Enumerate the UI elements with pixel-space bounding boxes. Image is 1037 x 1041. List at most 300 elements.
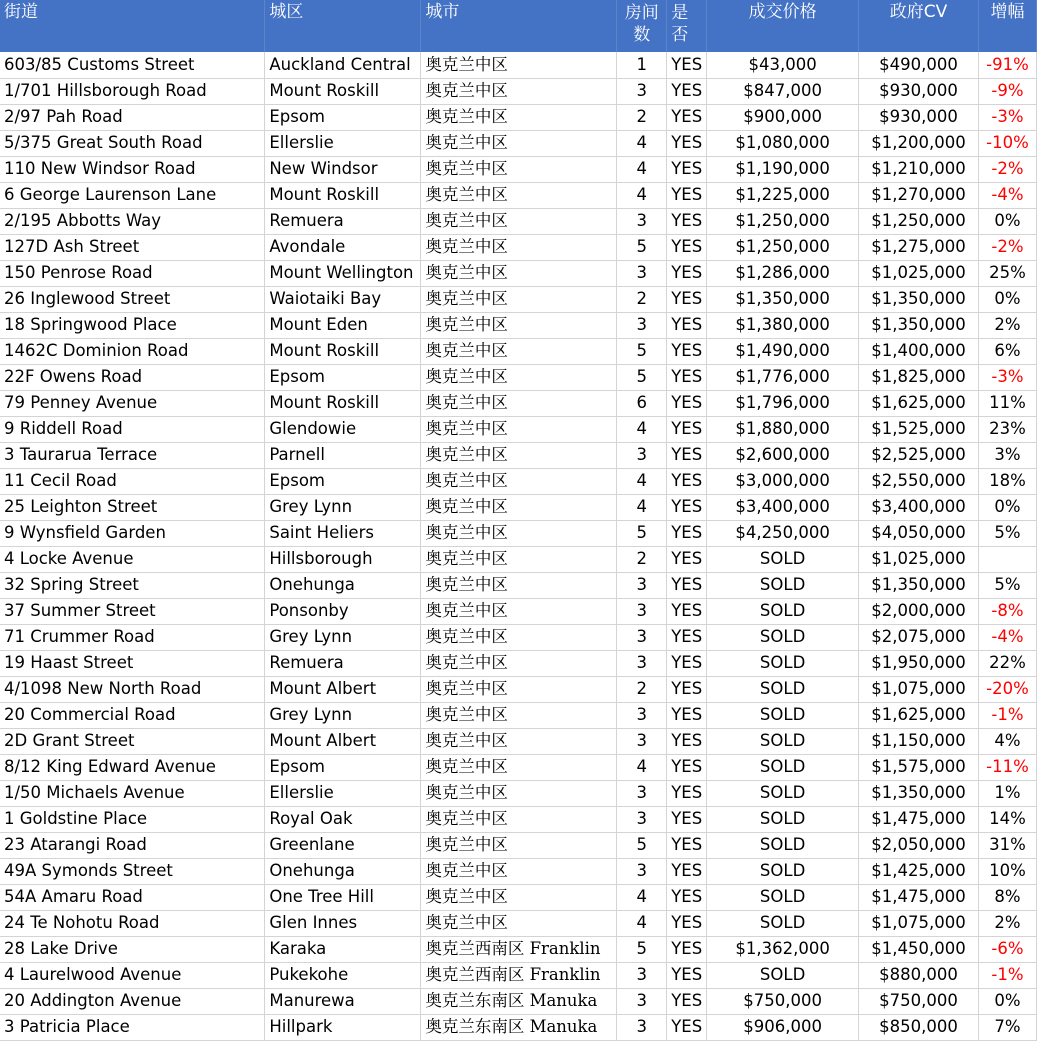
cell-price[interactable]: $3,400,000 [707, 494, 859, 520]
cell-suburb[interactable]: Epsom [265, 104, 421, 130]
cell-city[interactable]: 奥克兰中区 [421, 676, 617, 702]
cell-cv[interactable]: $930,000 [859, 104, 979, 130]
cell-cv[interactable]: $750,000 [859, 988, 979, 1014]
cell-change[interactable]: 22% [978, 650, 1036, 676]
cell-cv[interactable]: $880,000 [859, 962, 979, 988]
cell-change[interactable]: -1% [978, 702, 1036, 728]
cell-cv[interactable]: $1,475,000 [859, 806, 979, 832]
cell-price[interactable]: $906,000 [707, 1014, 859, 1040]
cell-city[interactable]: 奥克兰中区 [421, 182, 617, 208]
cell-city[interactable]: 奥克兰中区 [421, 494, 617, 520]
cell-flag[interactable]: YES [667, 572, 707, 598]
cell-street[interactable]: 25 Leighton Street [0, 494, 265, 520]
cell-street[interactable]: 79 Penney Avenue [0, 390, 265, 416]
cell-suburb[interactable]: Manurewa [265, 988, 421, 1014]
cell-cv[interactable]: $490,000 [859, 52, 979, 78]
cell-suburb[interactable]: Epsom [265, 468, 421, 494]
cell-rooms[interactable]: 5 [617, 234, 667, 260]
cell-cv[interactable]: $1,950,000 [859, 650, 979, 676]
cell-suburb[interactable]: Grey Lynn [265, 624, 421, 650]
cell-city[interactable]: 奥克兰中区 [421, 312, 617, 338]
cell-flag[interactable]: YES [667, 624, 707, 650]
header-price[interactable]: 成交价格 [707, 0, 859, 52]
cell-rooms[interactable]: 3 [617, 806, 667, 832]
cell-suburb[interactable]: Greenlane [265, 832, 421, 858]
cell-rooms[interactable]: 3 [617, 442, 667, 468]
cell-change[interactable]: 0% [978, 208, 1036, 234]
cell-street[interactable]: 23 Atarangi Road [0, 832, 265, 858]
cell-suburb[interactable]: Pukekohe [265, 962, 421, 988]
cell-street[interactable]: 1462C Dominion Road [0, 338, 265, 364]
cell-price[interactable]: $2,600,000 [707, 442, 859, 468]
cell-street[interactable]: 2D Grant Street [0, 728, 265, 754]
cell-suburb[interactable]: One Tree Hill [265, 884, 421, 910]
cell-price[interactable]: SOLD [707, 598, 859, 624]
cell-street[interactable]: 603/85 Customs Street [0, 52, 265, 78]
cell-flag[interactable]: YES [667, 676, 707, 702]
cell-city[interactable]: 奥克兰中区 [421, 364, 617, 390]
cell-rooms[interactable]: 6 [617, 390, 667, 416]
cell-rooms[interactable]: 4 [617, 130, 667, 156]
cell-suburb[interactable]: Mount Roskill [265, 182, 421, 208]
cell-flag[interactable]: YES [667, 130, 707, 156]
cell-street[interactable]: 4 Locke Avenue [0, 546, 265, 572]
cell-price[interactable]: SOLD [707, 806, 859, 832]
cell-street[interactable]: 1 Goldstine Place [0, 806, 265, 832]
cell-change[interactable]: 7% [978, 1014, 1036, 1040]
cell-cv[interactable]: $2,050,000 [859, 832, 979, 858]
cell-street[interactable]: 3 Taurarua Terrace [0, 442, 265, 468]
cell-flag[interactable]: YES [667, 1014, 707, 1040]
cell-city[interactable]: 奥克兰中区 [421, 442, 617, 468]
cell-suburb[interactable]: Epsom [265, 754, 421, 780]
cell-price[interactable]: SOLD [707, 624, 859, 650]
cell-change[interactable]: 2% [978, 312, 1036, 338]
cell-suburb[interactable]: Mount Albert [265, 676, 421, 702]
cell-street[interactable]: 26 Inglewood Street [0, 286, 265, 312]
cell-rooms[interactable]: 4 [617, 468, 667, 494]
cell-change[interactable]: -4% [978, 182, 1036, 208]
cell-street[interactable]: 4/1098 New North Road [0, 676, 265, 702]
cell-price[interactable]: $4,250,000 [707, 520, 859, 546]
cell-suburb[interactable]: Remuera [265, 650, 421, 676]
cell-city[interactable]: 奥克兰东南区 Manuka [421, 988, 617, 1014]
cell-price[interactable]: SOLD [707, 832, 859, 858]
cell-street[interactable]: 6 George Laurenson Lane [0, 182, 265, 208]
cell-rooms[interactable]: 1 [617, 52, 667, 78]
cell-street[interactable]: 11 Cecil Road [0, 468, 265, 494]
cell-suburb[interactable]: Remuera [265, 208, 421, 234]
cell-change[interactable] [978, 546, 1036, 572]
cell-price[interactable]: $750,000 [707, 988, 859, 1014]
cell-rooms[interactable]: 5 [617, 832, 667, 858]
cell-price[interactable]: $1,080,000 [707, 130, 859, 156]
cell-change[interactable]: -2% [978, 156, 1036, 182]
cell-cv[interactable]: $1,350,000 [859, 286, 979, 312]
cell-street[interactable]: 54A Amaru Road [0, 884, 265, 910]
cell-rooms[interactable]: 3 [617, 702, 667, 728]
cell-cv[interactable]: $1,275,000 [859, 234, 979, 260]
cell-suburb[interactable]: Karaka [265, 936, 421, 962]
cell-suburb[interactable]: Onehunga [265, 572, 421, 598]
cell-city[interactable]: 奥克兰中区 [421, 338, 617, 364]
cell-price[interactable]: $1,190,000 [707, 156, 859, 182]
cell-rooms[interactable]: 2 [617, 676, 667, 702]
cell-suburb[interactable]: Glen Innes [265, 910, 421, 936]
cell-city[interactable]: 奥克兰中区 [421, 728, 617, 754]
cell-flag[interactable]: YES [667, 910, 707, 936]
cell-change[interactable]: -20% [978, 676, 1036, 702]
cell-rooms[interactable]: 2 [617, 286, 667, 312]
cell-rooms[interactable]: 3 [617, 78, 667, 104]
cell-street[interactable]: 2/97 Pah Road [0, 104, 265, 130]
cell-flag[interactable]: YES [667, 936, 707, 962]
cell-cv[interactable]: $2,000,000 [859, 598, 979, 624]
cell-street[interactable]: 24 Te Nohotu Road [0, 910, 265, 936]
header-street[interactable]: 街道 [0, 0, 265, 52]
cell-change[interactable]: 31% [978, 832, 1036, 858]
cell-suburb[interactable]: Mount Wellington [265, 260, 421, 286]
cell-suburb[interactable]: Mount Roskill [265, 338, 421, 364]
cell-suburb[interactable]: Waiotaiki Bay [265, 286, 421, 312]
cell-change[interactable]: -3% [978, 364, 1036, 390]
cell-rooms[interactable]: 4 [617, 156, 667, 182]
cell-city[interactable]: 奥克兰中区 [421, 416, 617, 442]
cell-change[interactable]: -4% [978, 624, 1036, 650]
cell-price[interactable]: $1,350,000 [707, 286, 859, 312]
cell-suburb[interactable]: Ellerslie [265, 780, 421, 806]
cell-cv[interactable]: $2,525,000 [859, 442, 979, 468]
cell-cv[interactable]: $1,250,000 [859, 208, 979, 234]
cell-rooms[interactable]: 3 [617, 624, 667, 650]
cell-city[interactable]: 奥克兰中区 [421, 468, 617, 494]
cell-flag[interactable]: YES [667, 598, 707, 624]
cell-suburb[interactable]: Grey Lynn [265, 702, 421, 728]
cell-rooms[interactable]: 3 [617, 572, 667, 598]
cell-rooms[interactable]: 5 [617, 338, 667, 364]
cell-change[interactable]: 0% [978, 286, 1036, 312]
cell-flag[interactable]: YES [667, 520, 707, 546]
cell-price[interactable]: $1,380,000 [707, 312, 859, 338]
cell-change[interactable]: 3% [978, 442, 1036, 468]
cell-price[interactable]: $3,000,000 [707, 468, 859, 494]
cell-change[interactable]: 8% [978, 884, 1036, 910]
cell-rooms[interactable]: 4 [617, 884, 667, 910]
cell-flag[interactable]: YES [667, 182, 707, 208]
cell-price[interactable]: SOLD [707, 754, 859, 780]
cell-rooms[interactable]: 4 [617, 910, 667, 936]
cell-change[interactable]: -3% [978, 104, 1036, 130]
cell-street[interactable]: 9 Riddell Road [0, 416, 265, 442]
cell-price[interactable]: SOLD [707, 676, 859, 702]
cell-suburb[interactable]: Epsom [265, 364, 421, 390]
cell-price[interactable]: $1,250,000 [707, 234, 859, 260]
cell-city[interactable]: 奥克兰中区 [421, 832, 617, 858]
cell-city[interactable]: 奥克兰中区 [421, 624, 617, 650]
cell-city[interactable]: 奥克兰西南区 Franklin [421, 936, 617, 962]
cell-change[interactable]: 4% [978, 728, 1036, 754]
cell-city[interactable]: 奥克兰中区 [421, 780, 617, 806]
cell-flag[interactable]: YES [667, 416, 707, 442]
cell-cv[interactable]: $1,025,000 [859, 546, 979, 572]
cell-change[interactable]: -91% [978, 52, 1036, 78]
cell-price[interactable]: $1,776,000 [707, 364, 859, 390]
cell-street[interactable]: 49A Symonds Street [0, 858, 265, 884]
cell-flag[interactable]: YES [667, 104, 707, 130]
cell-cv[interactable]: $1,025,000 [859, 260, 979, 286]
cell-city[interactable]: 奥克兰中区 [421, 910, 617, 936]
cell-flag[interactable]: YES [667, 468, 707, 494]
cell-rooms[interactable]: 5 [617, 364, 667, 390]
cell-change[interactable]: -10% [978, 130, 1036, 156]
cell-city[interactable]: 奥克兰中区 [421, 650, 617, 676]
cell-rooms[interactable]: 3 [617, 598, 667, 624]
cell-cv[interactable]: $1,210,000 [859, 156, 979, 182]
cell-change[interactable]: 2% [978, 910, 1036, 936]
cell-suburb[interactable]: New Windsor [265, 156, 421, 182]
cell-change[interactable]: 23% [978, 416, 1036, 442]
cell-flag[interactable]: YES [667, 312, 707, 338]
cell-city[interactable]: 奥克兰中区 [421, 702, 617, 728]
cell-cv[interactable]: $930,000 [859, 78, 979, 104]
cell-change[interactable]: 5% [978, 572, 1036, 598]
cell-rooms[interactable]: 3 [617, 1014, 667, 1040]
cell-flag[interactable]: YES [667, 208, 707, 234]
cell-city[interactable]: 奥克兰中区 [421, 234, 617, 260]
cell-street[interactable]: 28 Lake Drive [0, 936, 265, 962]
cell-price[interactable]: $43,000 [707, 52, 859, 78]
cell-flag[interactable]: YES [667, 338, 707, 364]
cell-city[interactable]: 奥克兰中区 [421, 806, 617, 832]
cell-price[interactable]: SOLD [707, 702, 859, 728]
cell-price[interactable]: $1,250,000 [707, 208, 859, 234]
cell-flag[interactable]: YES [667, 780, 707, 806]
cell-rooms[interactable]: 3 [617, 858, 667, 884]
cell-street[interactable]: 20 Addington Avenue [0, 988, 265, 1014]
cell-flag[interactable]: YES [667, 754, 707, 780]
cell-cv[interactable]: $1,150,000 [859, 728, 979, 754]
cell-change[interactable]: -11% [978, 754, 1036, 780]
cell-street[interactable]: 2/195 Abbotts Way [0, 208, 265, 234]
cell-city[interactable]: 奥克兰中区 [421, 130, 617, 156]
cell-cv[interactable]: $1,625,000 [859, 702, 979, 728]
cell-change[interactable]: -2% [978, 234, 1036, 260]
cell-rooms[interactable]: 5 [617, 936, 667, 962]
cell-rooms[interactable]: 4 [617, 182, 667, 208]
cell-price[interactable]: $847,000 [707, 78, 859, 104]
cell-flag[interactable]: YES [667, 78, 707, 104]
cell-price[interactable]: SOLD [707, 546, 859, 572]
cell-price[interactable]: $1,490,000 [707, 338, 859, 364]
cell-flag[interactable]: YES [667, 234, 707, 260]
cell-suburb[interactable]: Hillpark [265, 1014, 421, 1040]
cell-flag[interactable]: YES [667, 728, 707, 754]
cell-flag[interactable]: YES [667, 884, 707, 910]
cell-street[interactable]: 18 Springwood Place [0, 312, 265, 338]
cell-cv[interactable]: $1,350,000 [859, 572, 979, 598]
cell-change[interactable]: -1% [978, 962, 1036, 988]
cell-suburb[interactable]: Grey Lynn [265, 494, 421, 520]
cell-cv[interactable]: $4,050,000 [859, 520, 979, 546]
cell-change[interactable]: 0% [978, 988, 1036, 1014]
cell-suburb[interactable]: Mount Albert [265, 728, 421, 754]
cell-change[interactable]: 6% [978, 338, 1036, 364]
cell-price[interactable]: $1,286,000 [707, 260, 859, 286]
cell-price[interactable]: $1,225,000 [707, 182, 859, 208]
cell-rooms[interactable]: 3 [617, 312, 667, 338]
cell-cv[interactable]: $2,550,000 [859, 468, 979, 494]
cell-flag[interactable]: YES [667, 858, 707, 884]
cell-street[interactable]: 71 Crummer Road [0, 624, 265, 650]
cell-rooms[interactable]: 2 [617, 104, 667, 130]
cell-flag[interactable]: YES [667, 364, 707, 390]
cell-cv[interactable]: $1,625,000 [859, 390, 979, 416]
cell-flag[interactable]: YES [667, 962, 707, 988]
cell-rooms[interactable]: 3 [617, 208, 667, 234]
cell-suburb[interactable]: Avondale [265, 234, 421, 260]
cell-price[interactable]: SOLD [707, 910, 859, 936]
cell-flag[interactable]: YES [667, 260, 707, 286]
cell-cv[interactable]: $1,425,000 [859, 858, 979, 884]
cell-suburb[interactable]: Mount Roskill [265, 390, 421, 416]
cell-price[interactable]: $1,796,000 [707, 390, 859, 416]
cell-city[interactable]: 奥克兰中区 [421, 260, 617, 286]
cell-street[interactable]: 19 Haast Street [0, 650, 265, 676]
cell-suburb[interactable]: Saint Heliers [265, 520, 421, 546]
cell-city[interactable]: 奥克兰中区 [421, 598, 617, 624]
cell-change[interactable]: -8% [978, 598, 1036, 624]
cell-cv[interactable]: $2,075,000 [859, 624, 979, 650]
cell-street[interactable]: 20 Commercial Road [0, 702, 265, 728]
cell-rooms[interactable]: 4 [617, 754, 667, 780]
cell-city[interactable]: 奥克兰中区 [421, 858, 617, 884]
cell-city[interactable]: 奥克兰中区 [421, 156, 617, 182]
cell-change[interactable]: 18% [978, 468, 1036, 494]
cell-suburb[interactable]: Royal Oak [265, 806, 421, 832]
cell-cv[interactable]: $1,525,000 [859, 416, 979, 442]
cell-city[interactable]: 奥克兰西南区 Franklin [421, 962, 617, 988]
cell-flag[interactable]: YES [667, 442, 707, 468]
cell-change[interactable]: 10% [978, 858, 1036, 884]
cell-price[interactable]: SOLD [707, 650, 859, 676]
cell-street[interactable]: 150 Penrose Road [0, 260, 265, 286]
cell-suburb[interactable]: Mount Roskill [265, 78, 421, 104]
cell-city[interactable]: 奥克兰中区 [421, 572, 617, 598]
cell-city[interactable]: 奥克兰东南区 Manuka [421, 1014, 617, 1040]
cell-rooms[interactable]: 3 [617, 780, 667, 806]
cell-rooms[interactable]: 3 [617, 962, 667, 988]
cell-rooms[interactable]: 3 [617, 728, 667, 754]
cell-cv[interactable]: $1,450,000 [859, 936, 979, 962]
cell-rooms[interactable]: 3 [617, 650, 667, 676]
cell-suburb[interactable]: Ponsonby [265, 598, 421, 624]
cell-flag[interactable]: YES [667, 156, 707, 182]
cell-city[interactable]: 奥克兰中区 [421, 546, 617, 572]
cell-change[interactable]: 11% [978, 390, 1036, 416]
cell-street[interactable]: 22F Owens Road [0, 364, 265, 390]
cell-flag[interactable]: YES [667, 52, 707, 78]
cell-price[interactable]: SOLD [707, 728, 859, 754]
cell-change[interactable]: 14% [978, 806, 1036, 832]
cell-city[interactable]: 奥克兰中区 [421, 104, 617, 130]
cell-cv[interactable]: $1,075,000 [859, 910, 979, 936]
cell-flag[interactable]: YES [667, 988, 707, 1014]
cell-cv[interactable]: $3,400,000 [859, 494, 979, 520]
cell-cv[interactable]: $1,400,000 [859, 338, 979, 364]
cell-cv[interactable]: $1,200,000 [859, 130, 979, 156]
cell-city[interactable]: 奥克兰中区 [421, 390, 617, 416]
cell-street[interactable]: 5/375 Great South Road [0, 130, 265, 156]
cell-change[interactable]: 25% [978, 260, 1036, 286]
header-cv[interactable]: 政府CV [859, 0, 979, 52]
cell-street[interactable]: 1/701 Hillsborough Road [0, 78, 265, 104]
cell-price[interactable]: $900,000 [707, 104, 859, 130]
cell-flag[interactable]: YES [667, 806, 707, 832]
cell-flag[interactable]: YES [667, 390, 707, 416]
cell-price[interactable]: SOLD [707, 884, 859, 910]
cell-city[interactable]: 奥克兰中区 [421, 754, 617, 780]
cell-cv[interactable]: $850,000 [859, 1014, 979, 1040]
cell-price[interactable]: SOLD [707, 780, 859, 806]
cell-price[interactable]: SOLD [707, 858, 859, 884]
cell-change[interactable]: 5% [978, 520, 1036, 546]
cell-cv[interactable]: $1,575,000 [859, 754, 979, 780]
cell-suburb[interactable]: Auckland Central [265, 52, 421, 78]
cell-city[interactable]: 奥克兰中区 [421, 520, 617, 546]
cell-change[interactable]: 0% [978, 494, 1036, 520]
cell-flag[interactable]: YES [667, 702, 707, 728]
cell-rooms[interactable]: 2 [617, 546, 667, 572]
header-yesno[interactable] [667, 0, 707, 52]
cell-suburb[interactable]: Mount Eden [265, 312, 421, 338]
cell-flag[interactable]: YES [667, 650, 707, 676]
cell-change[interactable]: -6% [978, 936, 1036, 962]
cell-price[interactable]: SOLD [707, 572, 859, 598]
cell-street[interactable]: 3 Patricia Place [0, 1014, 265, 1040]
cell-suburb[interactable]: Hillsborough [265, 546, 421, 572]
cell-flag[interactable]: YES [667, 832, 707, 858]
cell-cv[interactable]: $1,825,000 [859, 364, 979, 390]
cell-price[interactable]: SOLD [707, 962, 859, 988]
cell-street[interactable]: 127D Ash Street [0, 234, 265, 260]
cell-city[interactable]: 奥克兰中区 [421, 208, 617, 234]
cell-city[interactable]: 奥克兰中区 [421, 884, 617, 910]
cell-cv[interactable]: $1,270,000 [859, 182, 979, 208]
cell-change[interactable]: -9% [978, 78, 1036, 104]
cell-cv[interactable]: $1,075,000 [859, 676, 979, 702]
cell-rooms[interactable]: 4 [617, 416, 667, 442]
cell-price[interactable]: $1,362,000 [707, 936, 859, 962]
cell-suburb[interactable]: Glendowie [265, 416, 421, 442]
cell-street[interactable]: 110 New Windsor Road [0, 156, 265, 182]
cell-cv[interactable]: $1,475,000 [859, 884, 979, 910]
header-change[interactable]: 增幅 [978, 0, 1036, 52]
cell-street[interactable]: 1/50 Michaels Avenue [0, 780, 265, 806]
cell-price[interactable]: $1,880,000 [707, 416, 859, 442]
header-suburb[interactable]: 城区 [265, 0, 421, 52]
cell-city[interactable]: 奥克兰中区 [421, 78, 617, 104]
cell-rooms[interactable]: 3 [617, 260, 667, 286]
cell-street[interactable]: 9 Wynsfield Garden [0, 520, 265, 546]
cell-rooms[interactable]: 3 [617, 988, 667, 1014]
cell-street[interactable]: 4 Laurelwood Avenue [0, 962, 265, 988]
cell-flag[interactable]: YES [667, 286, 707, 312]
cell-suburb[interactable]: Parnell [265, 442, 421, 468]
cell-street[interactable]: 8/12 King Edward Avenue [0, 754, 265, 780]
header-rooms[interactable] [617, 0, 667, 52]
cell-suburb[interactable]: Ellerslie [265, 130, 421, 156]
cell-suburb[interactable]: Onehunga [265, 858, 421, 884]
